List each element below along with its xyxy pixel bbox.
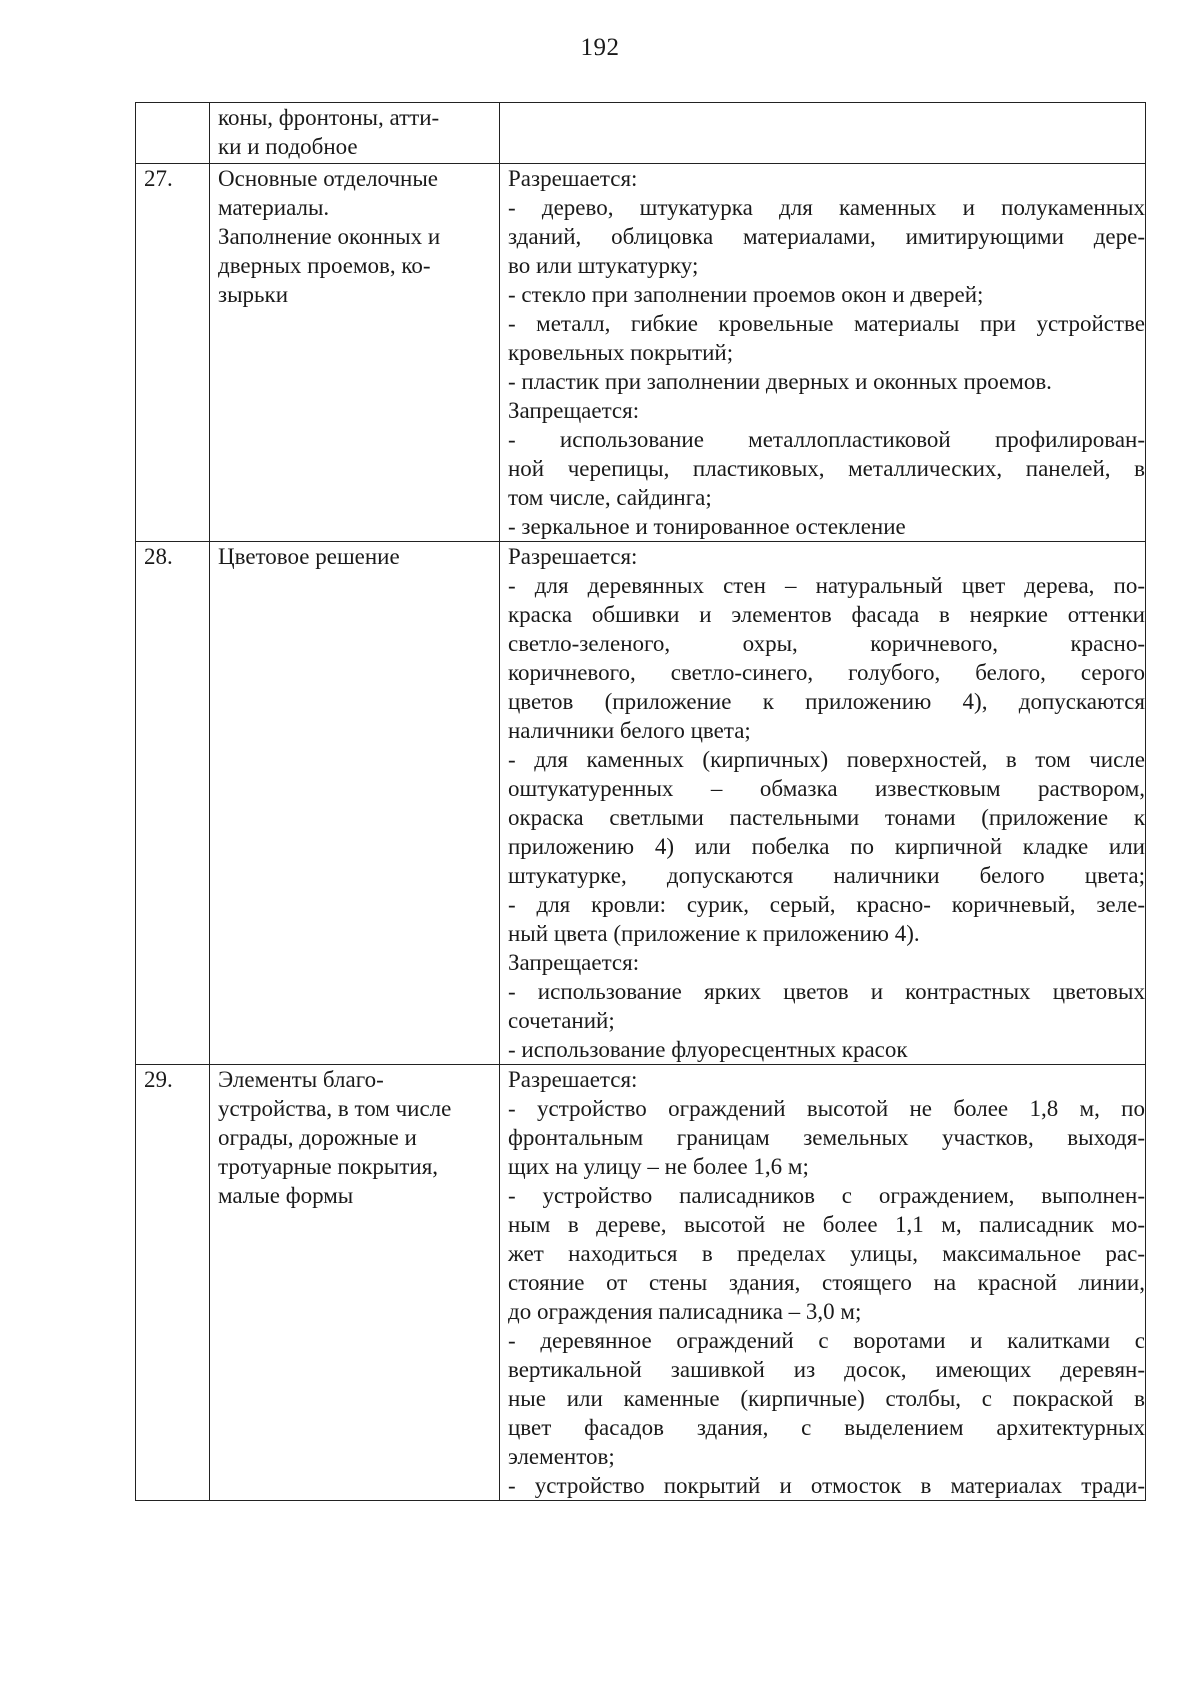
element-name-line: устройства, в том числе bbox=[218, 1096, 452, 1121]
element-name-line: дверных проемов, ко- bbox=[218, 253, 431, 278]
requirement-line: штукатурке, допускаются наличники белого цвета; bbox=[508, 863, 1145, 888]
requirement-line: - пластик при заполнении дверных и оконных проемов. bbox=[508, 369, 1052, 394]
element-name-cell bbox=[210, 164, 500, 542]
row-number-cell bbox=[136, 164, 210, 542]
element-name-line: тротуарные покрытия, bbox=[218, 1154, 439, 1179]
requirements-cell bbox=[500, 1065, 1146, 1501]
requirement-line: - стекло при заполнении проемов окон и дверей; bbox=[508, 282, 984, 307]
requirement-line: цветов (приложение к приложению 4), допускаются bbox=[508, 689, 1145, 714]
requirement-line: цвет фасадов здания, с выделением архитектурных bbox=[508, 1415, 1145, 1440]
requirement-line: - дерево, штукатурка для каменных и полукаменных bbox=[508, 195, 1145, 220]
table-row bbox=[136, 1065, 1146, 1501]
requirement-line: наличники белого цвета; bbox=[508, 718, 751, 743]
requirement-line: - устройство палисадников с ограждением, выполнен- bbox=[508, 1183, 1145, 1208]
requirements-cell bbox=[500, 164, 1146, 542]
table-row bbox=[136, 164, 1146, 542]
requirement-line: Разрешается: bbox=[508, 1067, 638, 1092]
table-row bbox=[136, 103, 1146, 164]
page-number: 192 bbox=[580, 34, 620, 61]
row-number-cell bbox=[136, 103, 210, 164]
requirement-line: Разрешается: bbox=[508, 166, 638, 191]
requirement-line: во или штукатурку; bbox=[508, 253, 699, 278]
element-name-line: ки и подобное bbox=[218, 134, 358, 159]
requirement-line: жет находиться в пределах улицы, максимальное рас- bbox=[508, 1241, 1145, 1266]
row-number-cell bbox=[136, 1065, 210, 1501]
requirement-line: - использование ярких цветов и контрастных цветовых bbox=[508, 979, 1145, 1004]
row-number: 28. bbox=[144, 544, 173, 569]
requirement-line: вертикальной зашивкой из досок, имеющих деревян- bbox=[508, 1357, 1145, 1382]
requirement-line: оштукатуренных – обмазка известковым раствором, bbox=[508, 776, 1145, 801]
requirement-line: светло-зеленого, охры, коричневого, красно- bbox=[508, 631, 1145, 656]
requirement-line: - для каменных (кирпичных) поверхностей, в том числе bbox=[508, 747, 1145, 772]
requirement-line: - использование флуоресцентных красок bbox=[508, 1037, 908, 1062]
requirement-line: сочетаний; bbox=[508, 1008, 615, 1033]
regulations-table bbox=[135, 102, 1146, 1501]
element-name-line: Заполнение оконных и bbox=[218, 224, 441, 249]
requirement-line: - металл, гибкие кровельные материалы при устройстве bbox=[508, 311, 1145, 336]
requirement-line: ные или каменные (кирпичные) столбы, с покраской в bbox=[508, 1386, 1145, 1411]
requirement-line: щих на улицу – не более 1,6 м; bbox=[508, 1154, 809, 1179]
requirement-line: элементов; bbox=[508, 1444, 615, 1469]
requirement-line: зданий, облицовка материалами, имитирующими дере- bbox=[508, 224, 1145, 249]
requirements-cell bbox=[500, 542, 1146, 1065]
element-name-cell bbox=[210, 1065, 500, 1501]
requirement-line: - зеркальное и тонированное остекление bbox=[508, 514, 906, 539]
element-name-line: малые формы bbox=[218, 1183, 354, 1208]
element-name-line: коны, фронтоны, атти- bbox=[218, 105, 440, 130]
requirement-line: Запрещается: bbox=[508, 398, 640, 423]
element-name-line: ограды, дорожные и bbox=[218, 1125, 417, 1150]
requirement-line: коричневого, светло-синего, голубого, белого, серого bbox=[508, 660, 1145, 685]
table-row bbox=[136, 542, 1146, 1065]
requirement-line: том числе, сайдинга; bbox=[508, 485, 712, 510]
requirement-line: ной черепицы, пластиковых, металлических, панелей, в bbox=[508, 456, 1145, 481]
element-name-line: зырьки bbox=[218, 282, 289, 307]
requirements-cell bbox=[500, 103, 1146, 164]
requirement-line: приложению 4) или побелка по кирпичной кладке или bbox=[508, 834, 1145, 859]
requirement-line: ным в дереве, высотой не более 1,1 м, палисадник мо- bbox=[508, 1212, 1145, 1237]
requirement-line: окраска светлыми пастельными тонами (приложение к bbox=[508, 805, 1145, 830]
row-number: 27. bbox=[144, 166, 173, 191]
requirement-line: краска обшивки и элементов фасада в неяркие оттенки bbox=[508, 602, 1145, 627]
element-name-cell bbox=[210, 542, 500, 1065]
element-name-line: Элементы благо- bbox=[218, 1067, 384, 1092]
element-name-line: Цветовое решение bbox=[218, 544, 400, 569]
row-number: 29. bbox=[144, 1067, 173, 1092]
requirement-line: Разрешается: bbox=[508, 544, 638, 569]
row-number-cell bbox=[136, 542, 210, 1065]
requirement-line: - устройство покрытий и отмосток в материалах тради- bbox=[508, 1473, 1145, 1498]
requirement-line: стояние от стены здания, стоящего на красной линии, bbox=[508, 1270, 1145, 1295]
requirement-line: - для деревянных стен – натуральный цвет дерева, по- bbox=[508, 573, 1145, 598]
element-name-cell bbox=[210, 103, 500, 164]
requirement-line: - использование металлопластиковой профилирован- bbox=[508, 427, 1145, 452]
requirement-line: фронтальным границам земельных участков, выходя- bbox=[508, 1125, 1145, 1150]
requirement-line: кровельных покрытий; bbox=[508, 340, 734, 365]
requirement-line: - для кровли: сурик, серый, красно- коричневый, зеле- bbox=[508, 892, 1145, 917]
requirement-line: ный цвета (приложение к приложению 4). bbox=[508, 921, 920, 946]
requirement-line: Запрещается: bbox=[508, 950, 640, 975]
element-name-line: Основные отделочные bbox=[218, 166, 438, 191]
table-body bbox=[136, 103, 1146, 1501]
element-name-line: материалы. bbox=[218, 195, 330, 220]
requirement-line: - деревянное ограждений с воротами и калитками с bbox=[508, 1328, 1145, 1353]
requirement-line: - устройство ограждений высотой не более 1,8 м, по bbox=[508, 1096, 1145, 1121]
requirement-line: до ограждения палисадника – 3,0 м; bbox=[508, 1299, 862, 1324]
